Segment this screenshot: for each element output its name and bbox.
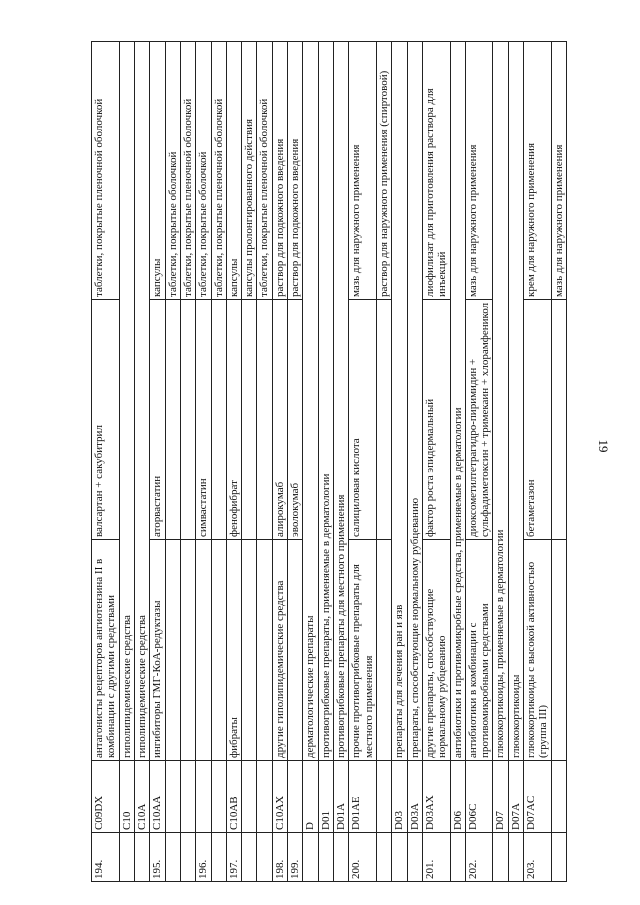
atc-code-cell: D06 bbox=[450, 761, 465, 833]
dosage-form-cell: таблетки, покрытые оболочкой bbox=[196, 42, 211, 300]
drug-table bbox=[91, 41, 567, 882]
row-number-cell bbox=[134, 833, 149, 882]
row-number-cell bbox=[318, 833, 333, 882]
table-row bbox=[334, 42, 349, 882]
row-number-cell: 200. bbox=[349, 833, 377, 882]
table-row bbox=[257, 42, 272, 882]
table-row bbox=[524, 42, 552, 882]
row-number-cell bbox=[257, 833, 272, 882]
group-name-cell: гиполипидемические средства bbox=[134, 42, 149, 761]
table-row bbox=[465, 42, 493, 882]
group-name-cell bbox=[551, 540, 566, 761]
atc-code-cell: D01A bbox=[334, 761, 349, 833]
dosage-form-cell: капсулы bbox=[150, 42, 165, 300]
dosage-form-cell: капсулы bbox=[226, 42, 241, 300]
atc-code-cell bbox=[180, 761, 195, 833]
group-name-cell: прочие противогрибковые препараты для местного применения bbox=[349, 540, 377, 761]
table-row bbox=[211, 42, 226, 882]
row-number-cell: 203. bbox=[524, 833, 552, 882]
atc-code-cell: C10AB bbox=[226, 761, 241, 833]
drug-inn-cell: симвастатин bbox=[196, 300, 211, 540]
dosage-form-cell: раствор для наружного применения (спиртовой) bbox=[376, 42, 391, 300]
table-row bbox=[303, 42, 318, 882]
dosage-form-cell: капсулы пролонгированного действия bbox=[242, 42, 257, 300]
table-row bbox=[376, 42, 391, 882]
dosage-form-cell: мазь для наружного применения bbox=[465, 42, 493, 300]
atc-code-cell: D06C bbox=[465, 761, 493, 833]
table-row bbox=[508, 42, 523, 882]
drug-inn-cell: алирокумаб bbox=[272, 300, 287, 540]
table-row bbox=[226, 42, 241, 882]
drug-table-body bbox=[92, 42, 567, 882]
row-number-cell bbox=[180, 833, 195, 882]
drug-inn-cell: валсартан + сакубитрил bbox=[92, 300, 120, 540]
atc-code-cell: D07 bbox=[493, 761, 508, 833]
drug-inn-cell: аторвастатин bbox=[150, 300, 165, 540]
atc-code-cell bbox=[196, 761, 211, 833]
table-row bbox=[493, 42, 508, 882]
table-row bbox=[134, 42, 149, 882]
atc-code-cell: D bbox=[303, 761, 318, 833]
group-name-cell bbox=[242, 540, 257, 761]
table-row bbox=[288, 42, 303, 882]
drug-inn-cell: диоксометилтетрагидро-пиримидин + сульфадиметоксин + тримекаин + хлорамфеникол bbox=[465, 300, 493, 540]
row-number-cell: 194. bbox=[92, 833, 120, 882]
drug-inn-cell bbox=[551, 300, 566, 540]
dosage-form-cell: раствор для подкожного введения bbox=[288, 42, 303, 300]
row-number-cell bbox=[493, 833, 508, 882]
drug-inn-cell: салициловая кислота bbox=[349, 300, 377, 540]
group-name-cell bbox=[376, 540, 391, 761]
group-name-cell: другие гиполипидемические средства bbox=[272, 540, 287, 761]
atc-code-cell: C10AX bbox=[272, 761, 287, 833]
drug-inn-cell bbox=[165, 300, 180, 540]
row-number-cell bbox=[211, 833, 226, 882]
group-name-cell bbox=[288, 540, 303, 761]
atc-code-cell: D03AX bbox=[422, 761, 450, 833]
dosage-form-cell: мазь для наружного применения bbox=[551, 42, 566, 300]
table-row bbox=[407, 42, 422, 882]
group-name-cell bbox=[257, 540, 272, 761]
drug-inn-cell bbox=[257, 300, 272, 540]
group-name-cell: антагонисты рецепторов ангиотензина II в комбинации с другими средствами bbox=[92, 540, 120, 761]
atc-code-cell bbox=[376, 761, 391, 833]
group-name-cell: антибиотики и противомикробные средства, применяемые в дерматологии bbox=[450, 42, 465, 761]
row-number-cell: 202. bbox=[465, 833, 493, 882]
atc-code-cell bbox=[211, 761, 226, 833]
row-number-cell: 199. bbox=[288, 833, 303, 882]
row-number-cell bbox=[165, 833, 180, 882]
group-name-cell: препараты для лечения ран и язв bbox=[392, 42, 407, 761]
table-row bbox=[349, 42, 377, 882]
atc-code-cell: C09DX bbox=[92, 761, 120, 833]
group-name-cell bbox=[211, 540, 226, 761]
table-row bbox=[551, 42, 566, 882]
drug-inn-cell: фенофибрат bbox=[226, 300, 241, 540]
drug-inn-cell bbox=[242, 300, 257, 540]
group-name-cell: другие препараты, способствующие нормальному рубцеванию bbox=[422, 540, 450, 761]
row-number-cell bbox=[303, 833, 318, 882]
dosage-form-cell: лиофилизат для приготовления раствора для инъекций bbox=[422, 42, 450, 300]
group-name-cell: глюкокортикоиды с высокой активностью (группа III) bbox=[524, 540, 552, 761]
atc-code-cell: C10AA bbox=[150, 761, 165, 833]
drug-inn-cell bbox=[211, 300, 226, 540]
table-row bbox=[272, 42, 287, 882]
group-name-cell: глюкокортикоиды, применяемые в дерматологии bbox=[493, 42, 508, 761]
drug-inn-cell bbox=[376, 300, 391, 540]
atc-code-cell bbox=[242, 761, 257, 833]
table-row bbox=[180, 42, 195, 882]
row-number-cell bbox=[551, 833, 566, 882]
rotated-page-content bbox=[91, 42, 603, 882]
row-number-cell bbox=[334, 833, 349, 882]
drug-inn-cell: бетаметазон bbox=[524, 300, 552, 540]
page-number: 19 bbox=[596, 439, 611, 453]
atc-code-cell bbox=[257, 761, 272, 833]
table-row bbox=[450, 42, 465, 882]
drug-inn-cell bbox=[180, 300, 195, 540]
dosage-form-cell: таблетки, покрытые оболочкой bbox=[165, 42, 180, 300]
dosage-form-cell: таблетки, покрытые пленочной оболочкой bbox=[92, 42, 120, 300]
row-number-cell bbox=[392, 833, 407, 882]
group-name-cell: антибиотики в комбинации с противомикробными средствами bbox=[465, 540, 493, 761]
row-number-cell bbox=[242, 833, 257, 882]
drug-inn-cell: эволокумаб bbox=[288, 300, 303, 540]
table-row bbox=[196, 42, 211, 882]
group-name-cell: гиполипидемические средства bbox=[119, 42, 134, 761]
row-number-cell: 201. bbox=[422, 833, 450, 882]
row-number-cell: 195. bbox=[150, 833, 165, 882]
group-name-cell: ингибиторы ГМГ-КоА-редуктазы bbox=[150, 540, 165, 761]
drug-inn-cell: фактор роста эпидермальный bbox=[422, 300, 450, 540]
dosage-form-cell: таблетки, покрытые пленочной оболочкой bbox=[180, 42, 195, 300]
dosage-form-cell: раствор для подкожного введения bbox=[272, 42, 287, 300]
table-row bbox=[422, 42, 450, 882]
atc-code-cell: D07AC bbox=[524, 761, 552, 833]
row-number-cell: 198. bbox=[272, 833, 287, 882]
atc-code-cell bbox=[165, 761, 180, 833]
table-row bbox=[165, 42, 180, 882]
atc-code-cell: D03A bbox=[407, 761, 422, 833]
table-row bbox=[318, 42, 333, 882]
atc-code-cell: C10A bbox=[134, 761, 149, 833]
row-number-cell: 196. bbox=[196, 833, 211, 882]
group-name-cell: дерматологические препараты bbox=[303, 42, 318, 761]
group-name-cell: фибраты bbox=[226, 540, 241, 761]
group-name-cell: глюкокортикоиды bbox=[508, 42, 523, 761]
dosage-form-cell: таблетки, покрытые пленочной оболочкой bbox=[211, 42, 226, 300]
group-name-cell bbox=[196, 540, 211, 761]
dosage-form-cell: мазь для наружного применения bbox=[349, 42, 377, 300]
dosage-form-cell: крем для наружного применения bbox=[524, 42, 552, 300]
group-name-cell: противогрибковые препараты для местного применения bbox=[334, 42, 349, 761]
atc-code-cell bbox=[288, 761, 303, 833]
row-number-cell: 197. bbox=[226, 833, 241, 882]
group-name-cell: противогрибковые препараты, применяемые в дерматологии bbox=[318, 42, 333, 761]
group-name-cell: препараты, способствующие нормальному рубцеванию bbox=[407, 42, 422, 761]
atc-code-cell bbox=[551, 761, 566, 833]
atc-code-cell: C10 bbox=[119, 761, 134, 833]
row-number-cell bbox=[450, 833, 465, 882]
row-number-cell bbox=[376, 833, 391, 882]
row-number-cell bbox=[119, 833, 134, 882]
dosage-form-cell: таблетки, покрытые пленочной оболочкой bbox=[257, 42, 272, 300]
atc-code-cell: D07A bbox=[508, 761, 523, 833]
table-row bbox=[392, 42, 407, 882]
table-row bbox=[150, 42, 165, 882]
table-row bbox=[92, 42, 120, 882]
atc-code-cell: D01 bbox=[318, 761, 333, 833]
atc-code-cell: D01AE bbox=[349, 761, 377, 833]
row-number-cell bbox=[407, 833, 422, 882]
table-row bbox=[242, 42, 257, 882]
group-name-cell bbox=[165, 540, 180, 761]
row-number-cell bbox=[508, 833, 523, 882]
table-row bbox=[119, 42, 134, 882]
group-name-cell bbox=[180, 540, 195, 761]
atc-code-cell: D03 bbox=[392, 761, 407, 833]
